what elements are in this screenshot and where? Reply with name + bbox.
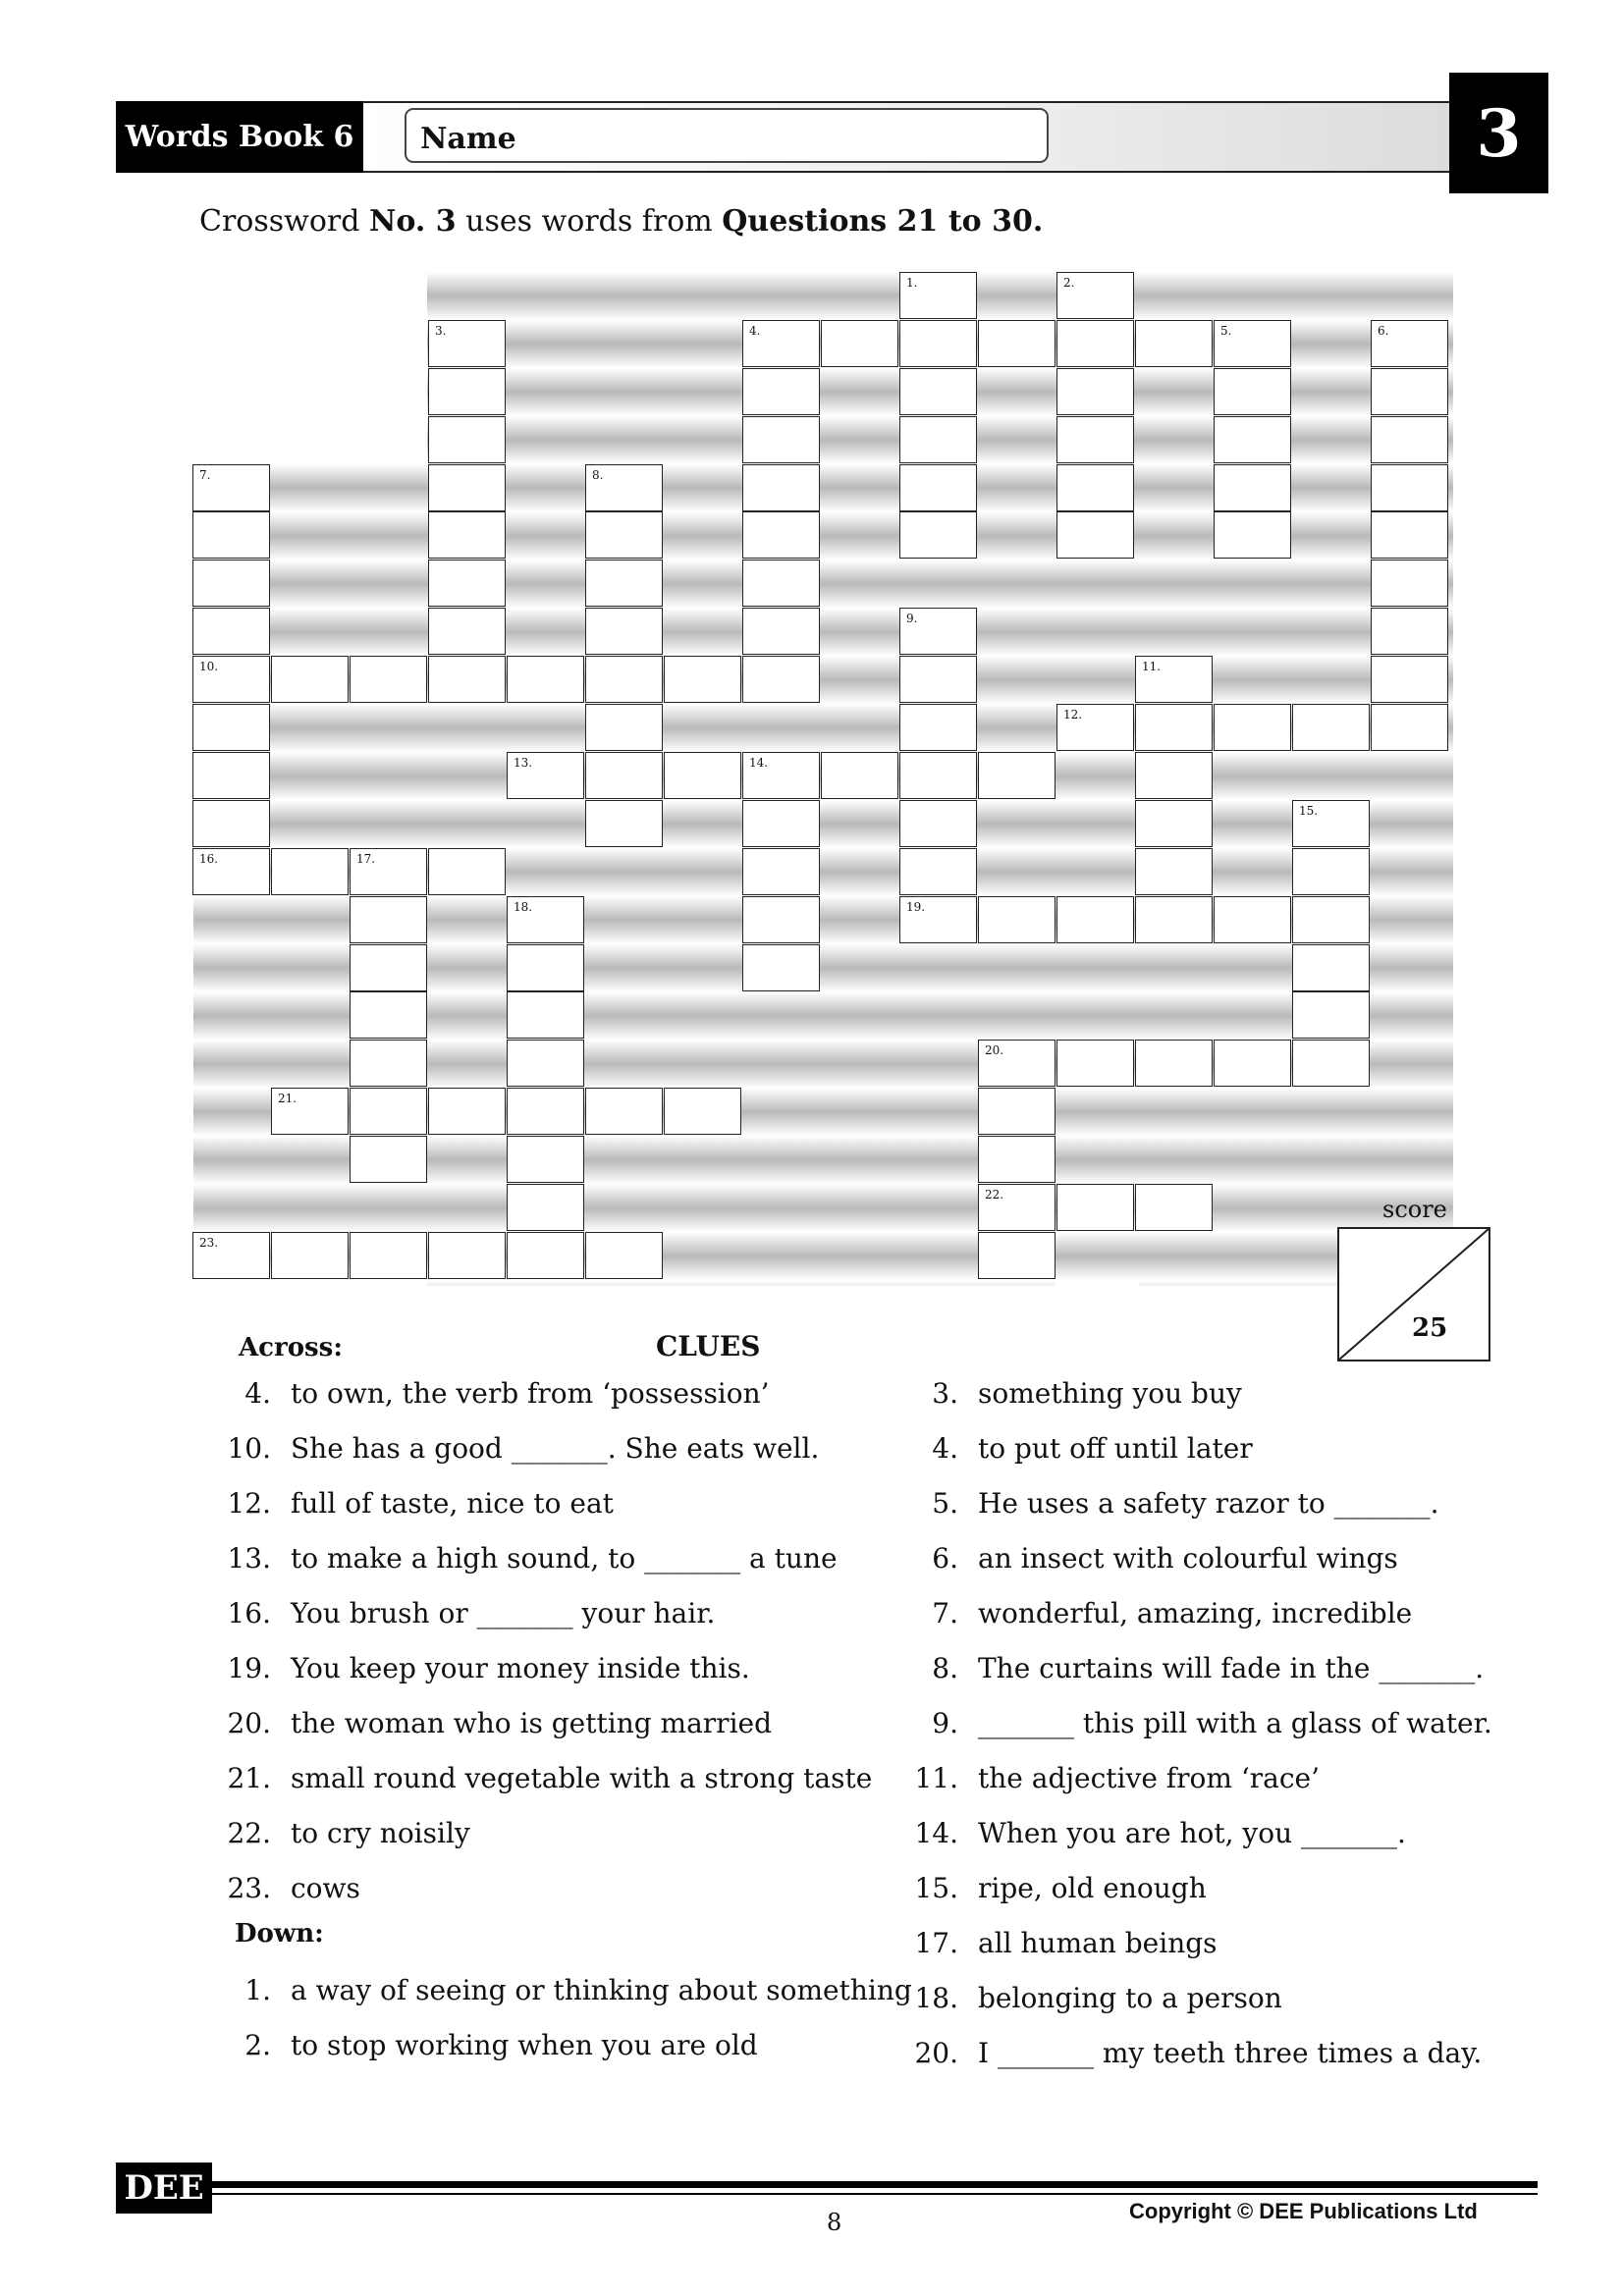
crossword-cell[interactable] [507,1136,584,1183]
cell-number: 9. [906,612,918,626]
clue-number: 11. [914,1762,958,1794]
crossword-cell[interactable] [507,752,584,799]
crossword-cell[interactable] [350,1232,427,1279]
crossword-cell[interactable] [1214,416,1291,463]
clue-text: belonging to a person [978,1982,1282,2014]
clue-number: 7. [932,1597,958,1629]
crossword-cell[interactable] [1371,511,1448,559]
name-label: Name [420,122,516,156]
clue-text: The curtains will fade in the _______. [978,1652,1485,1684]
crossword-cell[interactable] [1056,1184,1134,1231]
clue-text: the woman who is getting married [291,1707,773,1739]
clue-text: He uses a safety razor to _______. [978,1487,1439,1520]
clue-number: 16. [227,1597,271,1629]
clue-number: 14. [914,1817,958,1849]
clue-text: cows [291,1872,360,1904]
crossword-cell[interactable] [1135,896,1213,943]
crossword-cell[interactable] [428,848,506,895]
cell-number: 18. [514,899,533,914]
crossword-cell[interactable] [1056,464,1134,511]
clue-text: something you buy [978,1377,1242,1410]
crossword-cell[interactable] [978,1184,1056,1231]
crossword-cell[interactable] [1214,1040,1291,1087]
crossword-cell[interactable] [1214,896,1291,943]
crossword-cell[interactable] [192,560,270,607]
crossword-cell[interactable] [428,1088,506,1135]
crossword-cell[interactable] [1056,1040,1134,1087]
crossword-cell[interactable] [192,800,270,847]
score-max: 25 [1412,1313,1448,1343]
clue-number: 20. [914,2037,958,2069]
clue-number: 15. [914,1872,958,1904]
crossword-cell[interactable] [742,416,820,463]
crossword-cell[interactable] [1292,944,1370,991]
crossword-cell[interactable] [585,608,663,655]
cell-number: 15. [1299,803,1319,818]
crossword-number-badge: 3 [1449,73,1548,193]
crossword-cell[interactable] [1371,368,1448,415]
cell-number: 23. [199,1235,219,1250]
crossword-cell[interactable] [192,752,270,799]
crossword-cell[interactable] [585,464,663,511]
crossword-cell[interactable] [271,1232,349,1279]
clue-number: 19. [227,1652,271,1684]
crossword-cell[interactable] [428,608,506,655]
crossword-cell[interactable] [428,320,506,367]
cell-number: 21. [278,1092,298,1106]
crossword-cell[interactable] [428,656,506,703]
clue-text: to own, the verb from ‘possession’ [291,1377,770,1410]
crossword-cell[interactable] [1056,511,1134,559]
clue-number: 20. [227,1707,271,1739]
cell-number: 13. [514,755,533,770]
cell-number: 8. [592,467,604,482]
crossword-cell[interactable] [1292,896,1370,943]
crossword-cell[interactable] [821,320,898,367]
cell-number: 7. [199,467,211,482]
crossword-cell[interactable] [899,752,977,799]
crossword-cell[interactable] [1135,1184,1213,1231]
clue-number: 12. [227,1487,271,1520]
clue-number: 13. [227,1542,271,1575]
clue-text: When you are hot, you _______. [978,1817,1406,1849]
across-clue [227,1432,820,1465]
crossword-cell[interactable] [1371,608,1448,655]
clue-number: 2. [244,2029,271,2061]
cell-number: 12. [1063,708,1083,721]
crossword-cell[interactable] [742,800,820,847]
intro-part: Crossword [199,204,369,239]
clue-text: to make a high sound, to _______ a tune [291,1542,838,1575]
crossword-cell[interactable] [585,656,663,703]
crossword-cell[interactable] [1214,464,1291,511]
crossword-cell[interactable] [1214,704,1291,751]
crossword-cell[interactable] [742,560,820,607]
cell-number: 22. [985,1188,1004,1201]
crossword-cell[interactable] [507,896,584,943]
crossword-cell[interactable] [899,608,977,655]
clue-text: full of taste, nice to eat [291,1487,614,1520]
down-clue [914,1762,1320,1794]
footer-rule-thin [116,2193,1538,2195]
down-clue [244,1974,912,2006]
crossword-cell[interactable] [271,1088,349,1135]
crossword-cell[interactable] [664,656,741,703]
clue-text: all human beings [978,1927,1218,1959]
crossword-cell[interactable] [428,511,506,559]
footer-rule [116,2181,1538,2188]
crossword-cell[interactable] [507,1232,584,1279]
clue-number: 9. [932,1707,958,1739]
clue-number: 3. [932,1377,958,1410]
crossword-cell[interactable] [1135,656,1213,703]
clue-number: 21. [227,1762,271,1794]
across-clue [227,1872,360,1904]
crossword-cell[interactable] [899,320,977,367]
crossword-cell[interactable] [1214,320,1291,367]
cell-number: 20. [985,1043,1004,1058]
crossword-cell[interactable] [1214,368,1291,415]
across-heading: Across: [239,1333,343,1362]
crossword-cell[interactable] [978,1232,1056,1279]
crossword-cell[interactable] [507,1088,584,1135]
crossword-cell[interactable] [1135,704,1213,751]
score-label: score [1382,1196,1447,1223]
crossword-cell[interactable] [192,511,270,559]
clue-number: 10. [227,1432,271,1465]
clue-text: small round vegetable with a strong taste [291,1762,873,1794]
crossword-cell[interactable] [978,320,1056,367]
cell-number: 17. [356,851,376,866]
down-clue [932,1597,1413,1629]
across-clue [227,1487,614,1520]
clue-number: 4. [932,1432,958,1465]
clue-number: 6. [932,1542,958,1575]
across-clue [227,1762,873,1794]
crossword-cell[interactable] [742,320,820,367]
crossword-cell[interactable] [350,656,427,703]
crossword-cell[interactable] [742,896,820,943]
across-clue [227,1597,716,1629]
crossword-cell[interactable] [1292,704,1370,751]
crossword-cell[interactable] [899,511,977,559]
crossword-cell[interactable] [507,1184,584,1231]
crossword-cell[interactable] [192,464,270,511]
down-clue [932,1432,1253,1465]
crossword-cell[interactable] [350,1136,427,1183]
across-clue [227,1542,838,1575]
crossword-cell[interactable] [742,944,820,991]
clue-number: 18. [914,1982,958,2014]
crossword-cell[interactable] [192,848,270,895]
down-clue [244,2029,758,2061]
crossword-cell[interactable] [1056,368,1134,415]
crossword-cell[interactable] [585,1232,663,1279]
crossword-cell[interactable] [1371,320,1448,367]
crossword-cell[interactable] [1056,272,1134,319]
crossword-cell[interactable] [507,1040,584,1087]
book-title: Words Book 6 [116,101,363,173]
clue-text: to cry noisily [291,1817,470,1849]
crossword-cell[interactable] [585,511,663,559]
crossword-cell[interactable] [1135,800,1213,847]
crossword-cell[interactable] [742,464,820,511]
crossword-cell[interactable] [428,368,506,415]
clue-text: an insect with colourful wings [978,1542,1398,1575]
clue-number: 22. [227,1817,271,1849]
crossword-cell[interactable] [1056,896,1134,943]
down-clue [914,1872,1207,1904]
crossword-cell[interactable] [978,1088,1056,1135]
down-clue [932,1377,1242,1410]
crossword-cell[interactable] [821,752,898,799]
cell-number: 16. [199,851,219,866]
crossword-cell[interactable] [742,848,820,895]
cell-number: 4. [749,323,761,338]
crossword-cell[interactable] [742,656,820,703]
crossword-cell[interactable] [899,896,977,943]
clue-number: 4. [244,1377,271,1410]
crossword-cell[interactable] [899,704,977,751]
crossword-cell[interactable] [899,800,977,847]
crossword-cell[interactable] [899,464,977,511]
crossword-cell[interactable] [507,656,584,703]
copyright: Copyright © DEE Publications Ltd [1129,2199,1478,2223]
intro-questions: Questions 21 to 30. [722,204,1044,239]
crossword-cell[interactable] [350,1040,427,1087]
cell-number: 6. [1378,323,1389,338]
cell-number: 3. [435,323,447,338]
crossword-cell[interactable] [1371,656,1448,703]
crossword-cell[interactable] [271,656,349,703]
crossword-cell[interactable] [271,848,349,895]
page-number: 8 [827,2209,842,2236]
clue-text: You brush or _______ your hair. [291,1597,716,1629]
down-clue [932,1542,1398,1575]
cell-number: 2. [1063,275,1075,290]
crossword-cell[interactable] [1214,511,1291,559]
cell-number: 19. [906,899,926,914]
clue-text: _______ this pill with a glass of water. [978,1707,1492,1739]
crossword-cell[interactable] [585,752,663,799]
clue-number: 1. [244,1974,271,2006]
crossword-cell[interactable] [585,1088,663,1135]
crossword-cell[interactable] [1135,1040,1213,1087]
crossword-cell[interactable] [507,944,584,991]
crossword-cell[interactable] [664,1088,741,1135]
clue-text: the adjective from ‘race’ [978,1762,1320,1794]
down-clue [932,1487,1439,1520]
clue-number: 8. [932,1652,958,1684]
crossword-cell[interactable] [899,368,977,415]
crossword-cell[interactable] [350,896,427,943]
crossword-cell[interactable] [742,608,820,655]
crossword-cell[interactable] [742,511,820,559]
crossword-cell[interactable] [978,1136,1056,1183]
crossword-cell[interactable] [899,848,977,895]
clue-text: a way of seeing or thinking about something [291,1974,912,2006]
crossword-cell[interactable] [428,1232,506,1279]
crossword-cell[interactable] [585,800,663,847]
crossword-cell[interactable] [664,752,741,799]
across-clue [227,1817,470,1849]
crossword-cell[interactable] [192,704,270,751]
crossword-cell[interactable] [899,416,977,463]
clue-text: to put off until later [978,1432,1253,1465]
down-heading: Down: [235,1919,324,1949]
crossword-cell[interactable] [1292,991,1370,1039]
crossword-cell[interactable] [428,560,506,607]
crossword-cell[interactable] [350,848,427,895]
down-clue [914,1927,1218,1959]
clue-number: 17. [914,1927,958,1959]
crossword-cell[interactable] [742,368,820,415]
down-clue [932,1707,1492,1739]
cell-number: 14. [749,755,769,770]
crossword-cell[interactable] [428,416,506,463]
crossword-cell[interactable] [1292,1040,1370,1087]
cell-number: 1. [906,275,918,290]
crossword-cell[interactable] [1371,704,1448,751]
crossword-cell[interactable] [1292,848,1370,895]
crossword-cell[interactable] [192,608,270,655]
clue-text: I _______ my teeth three times a day. [978,2037,1483,2069]
across-clue [244,1377,770,1410]
clue-number: 5. [932,1487,958,1520]
intro-crossword-no: No. 3 [368,204,457,239]
intro-part: uses words from [456,204,723,239]
crossword-cell[interactable] [899,656,977,703]
crossword-cell[interactable] [350,991,427,1039]
down-clue [932,1652,1485,1684]
down-clue [914,2037,1483,2069]
crossword-cell[interactable] [1056,704,1134,751]
clue-text: You keep your money inside this. [291,1652,750,1684]
crossword-cell[interactable] [350,944,427,991]
crossword-cell[interactable] [1371,416,1448,463]
crossword-cell[interactable] [978,896,1056,943]
cell-number: 10. [199,660,219,674]
crossword-cell[interactable] [978,1040,1056,1087]
crossword-cell[interactable] [899,272,977,319]
clue-text: ripe, old enough [978,1872,1207,1904]
crossword-cell[interactable] [585,560,663,607]
crossword-cell[interactable] [1056,320,1134,367]
clues-heading: CLUES [656,1330,761,1362]
crossword-cell[interactable] [192,1232,270,1279]
crossword-cell[interactable] [585,704,663,751]
across-clue [227,1707,773,1739]
publisher-logo: DEE [116,2163,212,2214]
crossword-cell[interactable] [1292,800,1370,847]
crossword-cell[interactable] [1371,560,1448,607]
crossword-cell[interactable] [1056,416,1134,463]
down-clue [914,1817,1406,1849]
down-clue [914,1982,1282,2014]
clue-text: wonderful, amazing, incredible [978,1597,1413,1629]
crossword-cell[interactable] [1135,752,1213,799]
crossword-cell[interactable] [192,656,270,703]
crossword-cell[interactable] [978,752,1056,799]
clue-number: 23. [227,1872,271,1904]
crossword-cell[interactable] [350,1088,427,1135]
crossword-cell[interactable] [1135,848,1213,895]
crossword-cell[interactable] [1371,464,1448,511]
clue-text: to stop working when you are old [291,2029,758,2061]
crossword-cell[interactable] [1135,320,1213,367]
clue-text: She has a good _______. She eats well. [291,1432,820,1465]
crossword-cell[interactable] [742,752,820,799]
cell-number: 11. [1142,660,1162,674]
across-clue [227,1652,750,1684]
cell-number: 5. [1220,323,1232,338]
crossword-cell[interactable] [428,464,506,511]
crossword-cell[interactable] [507,991,584,1039]
